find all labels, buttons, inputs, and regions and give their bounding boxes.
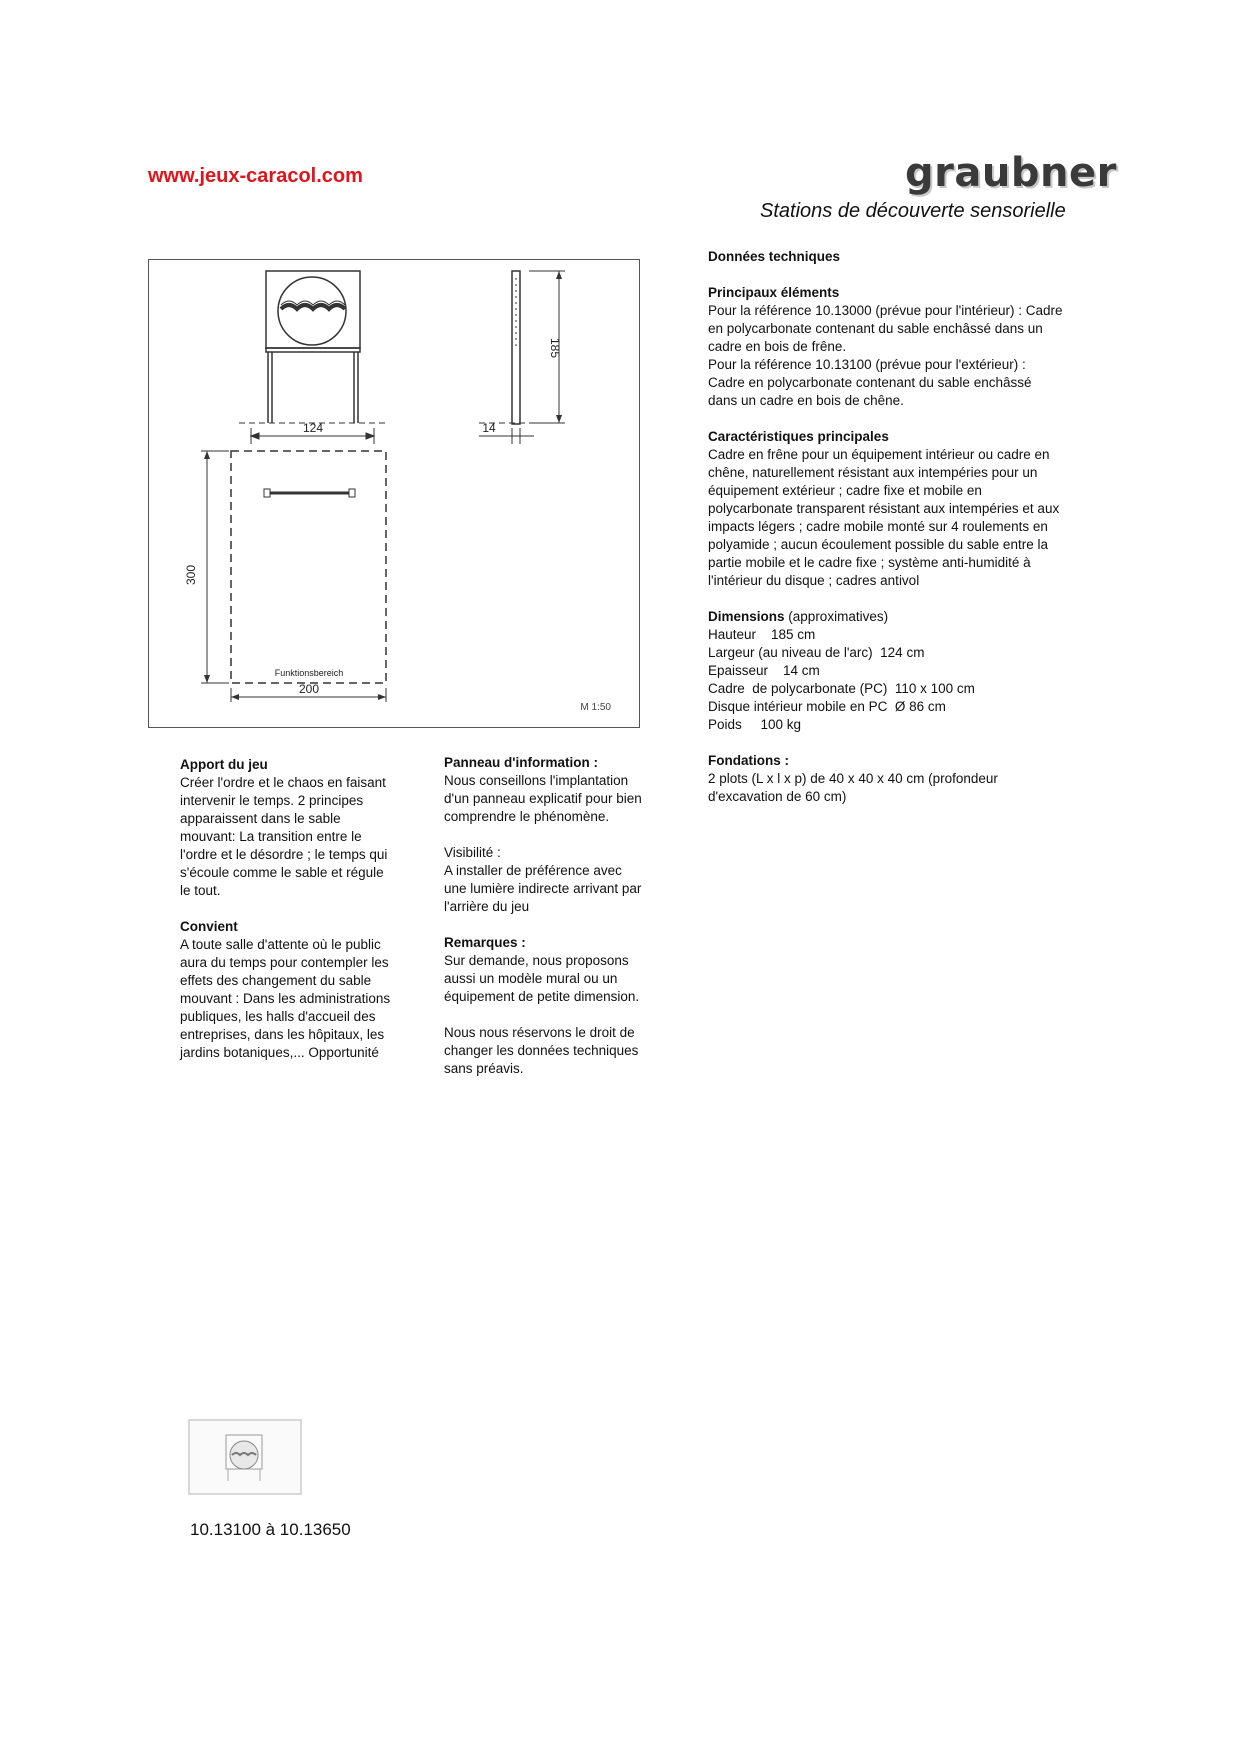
dimensions-line: Disque intérieur mobile en PC Ø 86 cm — [708, 699, 946, 714]
dimensions-line: Poids 100 kg — [708, 717, 802, 732]
visibilite-line: une lumière indirecte arrivant par — [444, 881, 642, 896]
tech-title: Données techniques — [708, 249, 841, 264]
visibilite-line: A installer de préférence avec — [444, 863, 622, 878]
elements-line: cadre en bois de frêne. — [708, 339, 847, 354]
dimensions-line: Cadre de polycarbonate (PC) 110 x 100 cm — [708, 681, 975, 696]
dim-depth-label: 14 — [482, 421, 496, 435]
brand-logo: graubner — [905, 150, 1117, 196]
dimensions-line: Hauteur 185 cm — [708, 627, 816, 642]
panneau-line: Nous conseillons l'implantation — [444, 773, 629, 788]
apport-line: intervenir le temps. 2 principes — [180, 793, 364, 808]
convient-line: entreprises, dans les hôpitaux, les — [180, 1027, 385, 1042]
front-bar — [266, 348, 360, 352]
drawing-svg — [149, 260, 639, 727]
apport-title: Apport du jeu — [180, 757, 268, 772]
thumbnail-icon — [190, 1421, 300, 1493]
scale-label: M 1:50 — [580, 702, 611, 713]
site-url[interactable]: www.jeux-caracol.com — [148, 165, 363, 187]
foundations-title: Fondations : — [708, 753, 789, 768]
sand-disc — [278, 277, 346, 345]
technical-data-section — [708, 248, 1098, 806]
dimensions-line: Epaisseur 14 cm — [708, 663, 820, 678]
remarques-line: sans préavis. — [444, 1061, 524, 1076]
remarques-line: aussi un modèle mural ou un — [444, 971, 618, 986]
side-profile — [512, 271, 520, 424]
elements-title: Principaux éléments — [708, 285, 840, 300]
features-line: l'intérieur du disque ; cadres antivol — [708, 573, 920, 588]
elements-line: en polycarbonate contenant du sable enchâssé dans un — [708, 321, 1043, 336]
remarques-title: Remarques : — [444, 935, 526, 950]
foundations-line: 2 plots (L x l x p) de 40 x 40 x 40 cm (profondeur — [708, 771, 998, 786]
panneau-line: d'un panneau explicatif pour bien — [444, 791, 642, 806]
convient-line: effets des changement du sable — [180, 973, 372, 988]
remarques-line: équipement de petite dimension. — [444, 989, 640, 1004]
description-column-right — [444, 754, 674, 1078]
features-line: équipement extérieur ; cadre fixe et mobile en — [708, 483, 982, 498]
reference-range: 10.13100 à 10.13650 — [190, 1520, 351, 1539]
page-subtitle: Stations de découverte sensorielle — [760, 200, 1066, 222]
function-area-boundary — [231, 451, 386, 683]
dim-width-top-label: 124 — [302, 421, 324, 435]
panneau-line: comprendre le phénomène. — [444, 809, 610, 824]
apport-line: le tout. — [180, 883, 221, 898]
convient-line: aura du temps pour contempler les — [180, 955, 389, 970]
convient-title: Convient — [180, 919, 238, 934]
technical-drawing — [148, 259, 640, 728]
product-thumbnail — [188, 1419, 302, 1495]
foundations-line: d'excavation de 60 cm) — [708, 789, 847, 804]
dimensions-heading — [708, 608, 1098, 626]
dim-area-height-label: 300 — [184, 564, 198, 586]
features-line: Cadre en frêne pour un équipement intérieur ou cadre en — [708, 447, 1050, 462]
remarques-line: Nous nous réservons le droit de — [444, 1025, 635, 1040]
convient-line: mouvant : Dans les administrations — [180, 991, 391, 1006]
description-column-left — [180, 756, 420, 1062]
apport-line: apparaissent dans le sable — [180, 811, 341, 826]
features-line: polyamide ; aucun écoulement possible du sable entre la — [708, 537, 1048, 552]
dimensions-note: (approximatives) — [788, 609, 889, 624]
remarques-line: changer les données techniques — [444, 1043, 639, 1058]
dim-area-width-label: 200 — [298, 682, 320, 696]
dimensions-title: Dimensions — [708, 609, 785, 624]
visibilite-title: Visibilité : — [444, 845, 501, 860]
elements-line: Pour la référence 10.13100 (prévue pour l'extérieur) : — [708, 357, 1026, 372]
convient-line: A toute salle d'attente où le public — [180, 937, 381, 952]
area-label: Funktionsbereich — [274, 668, 344, 678]
dimensions-line: Largeur (au niveau de l'arc) 124 cm — [708, 645, 925, 660]
features-line: chêne, naturellement résistant aux intempéries pour un — [708, 465, 1038, 480]
elements-line: Cadre en polycarbonate contenant du sable enchâssé — [708, 375, 1032, 390]
features-line: impacts légers ; cadre mobile monté sur 4 roulements en — [708, 519, 1048, 534]
elements-line: Pour la référence 10.13000 (prévue pour l'intérieur) : Cadre — [708, 303, 1063, 318]
visibilite-line: l'arrière du jeu — [444, 899, 530, 914]
elements-line: dans un cadre en bois de chêne. — [708, 393, 904, 408]
convient-line: publiques, les halls d'accueil des — [180, 1009, 376, 1024]
apport-line: s'écoule comme le sable et régule — [180, 865, 384, 880]
apport-line: l'ordre et le désordre ; le temps qui — [180, 847, 388, 862]
features-line: polycarbonate transparent résistant aux intempéries et aux — [708, 501, 1060, 516]
remarques-line: Sur demande, nous proposons — [444, 953, 629, 968]
features-title: Caractéristiques principales — [708, 429, 889, 444]
convient-line: jardins botaniques,... Opportunité — [180, 1045, 379, 1060]
front-elevation — [239, 271, 389, 423]
apport-line: Créer l'ordre et le chaos en faisant — [180, 775, 386, 790]
panneau-title: Panneau d'information : — [444, 755, 598, 770]
function-area — [201, 451, 386, 702]
apport-line: mouvant: La transition entre le — [180, 829, 362, 844]
dim-height-label: 185 — [548, 337, 562, 359]
features-line: partie mobile et le cadre fixe ; système anti-humidité à — [708, 555, 1031, 570]
